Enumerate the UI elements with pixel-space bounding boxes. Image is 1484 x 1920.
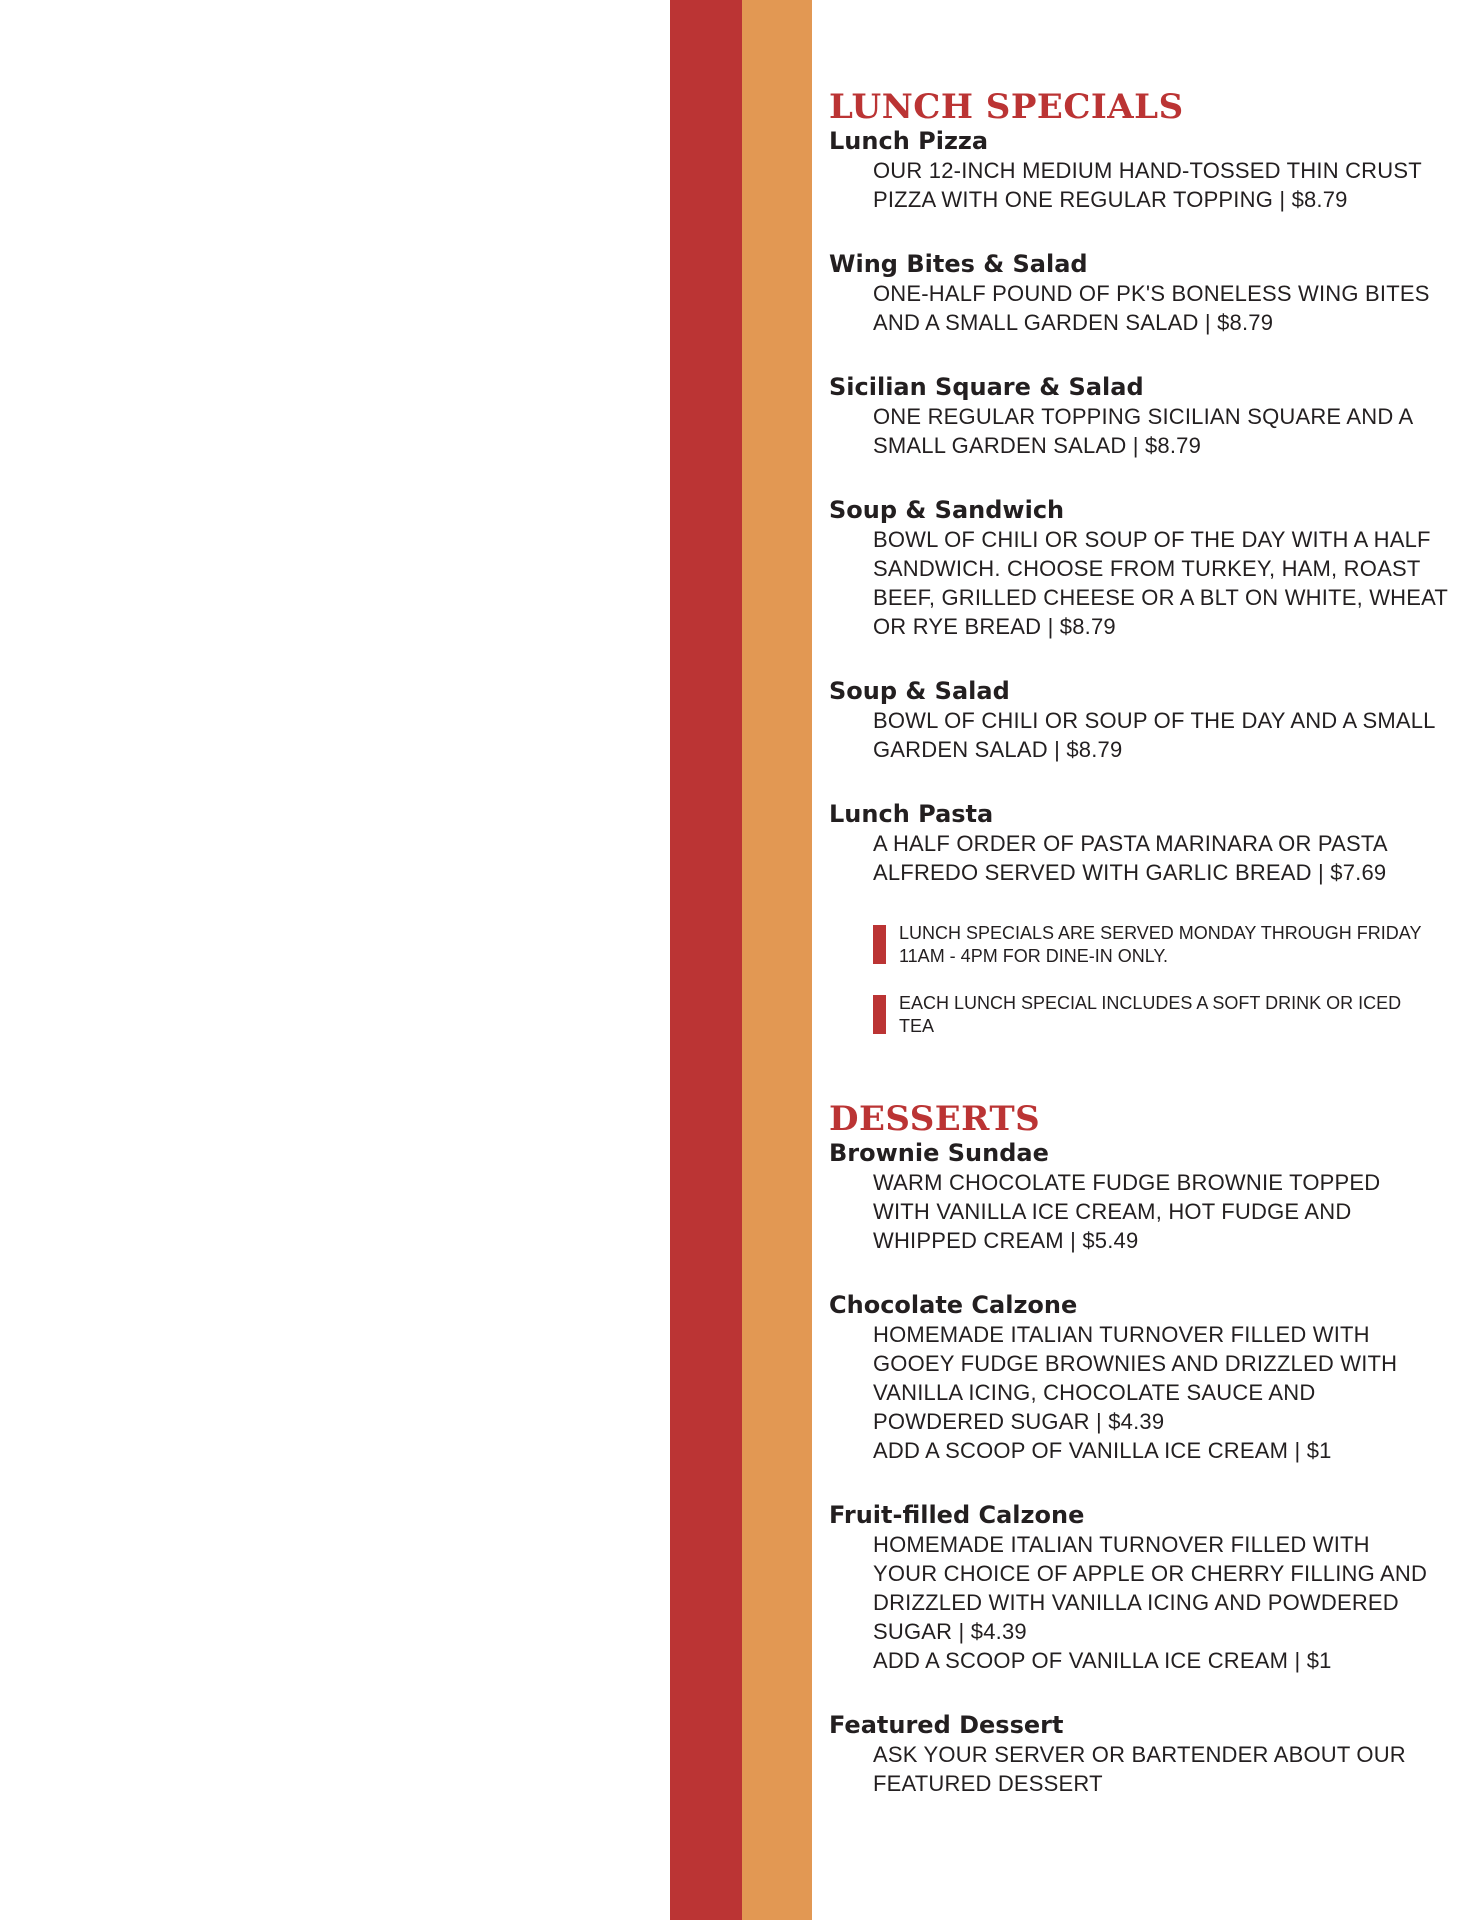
description-line: SUGAR | $4.39 bbox=[873, 1619, 1027, 1644]
description-line: ADD A SCOOP OF VANILLA ICE CREAM | $1 bbox=[873, 1438, 1332, 1463]
item-description bbox=[829, 1168, 1459, 1255]
description-line: ONE REGULAR TOPPING SICILIAN SQUARE AND A bbox=[873, 404, 1414, 429]
item-name: Soup & Sandwich bbox=[829, 496, 1065, 524]
lunch-note bbox=[873, 992, 1459, 1038]
description-line: ONE-HALF POUND OF PK'S BONELESS WING BITES bbox=[873, 281, 1430, 306]
item-description bbox=[829, 706, 1459, 764]
lunch-notes bbox=[829, 922, 1459, 1038]
menu-item-soup-sandwich bbox=[829, 495, 1459, 641]
item-name: Sicilian Square & Salad bbox=[829, 373, 1144, 401]
decorative-red-stripe bbox=[670, 0, 742, 1920]
menu-item-fruit-filled-calzone bbox=[829, 1500, 1459, 1675]
description-line: WHIPPED CREAM | $5.49 bbox=[873, 1228, 1139, 1253]
note-marker bbox=[873, 925, 886, 964]
item-description bbox=[829, 279, 1459, 337]
lunch-note bbox=[873, 922, 1459, 968]
item-description bbox=[829, 525, 1459, 641]
description-line: AND A SMALL GARDEN SALAD | $8.79 bbox=[873, 310, 1274, 335]
description-line: A HALF ORDER OF PASTA MARINARA OR PASTA bbox=[873, 831, 1388, 856]
item-name: Featured Dessert bbox=[829, 1711, 1064, 1739]
desserts-heading: DESSERTS bbox=[829, 1099, 1041, 1139]
item-name: Brownie Sundae bbox=[829, 1139, 1049, 1167]
menu-item-featured-dessert bbox=[829, 1710, 1459, 1798]
description-line: GARDEN SALAD | $8.79 bbox=[873, 737, 1123, 762]
description-line: ADD A SCOOP OF VANILLA ICE CREAM | $1 bbox=[873, 1648, 1332, 1673]
description-line: WITH VANILLA ICE CREAM, HOT FUDGE AND bbox=[873, 1199, 1352, 1224]
note-text bbox=[899, 992, 1401, 1038]
description-line: WARM CHOCOLATE FUDGE BROWNIE TOPPED bbox=[873, 1170, 1381, 1195]
item-description bbox=[829, 1740, 1459, 1798]
menu-item-soup-salad bbox=[829, 676, 1459, 764]
menu-item-lunch-pasta bbox=[829, 799, 1459, 887]
description-line: FEATURED DESSERT bbox=[873, 1771, 1103, 1796]
item-name: Soup & Salad bbox=[829, 677, 1010, 705]
description-line: PIZZA WITH ONE REGULAR TOPPING | $8.79 bbox=[873, 187, 1348, 212]
description-line: POWDERED SUGAR | $4.39 bbox=[873, 1409, 1165, 1434]
item-name: Lunch Pizza bbox=[829, 127, 989, 155]
description-line: OUR 12-INCH MEDIUM HAND-TOSSED THIN CRUST bbox=[873, 158, 1422, 183]
description-line: VANILLA ICING, CHOCOLATE SAUCE AND bbox=[873, 1380, 1316, 1405]
description-line: GOOEY FUDGE BROWNIES AND DRIZZLED WITH bbox=[873, 1351, 1398, 1376]
menu-item-sicilian-square-salad bbox=[829, 372, 1459, 460]
note-text bbox=[899, 922, 1421, 968]
menu-item-chocolate-calzone bbox=[829, 1290, 1459, 1465]
description-line: BEEF, GRILLED CHEESE OR A BLT ON WHITE, WHEAT bbox=[873, 585, 1449, 610]
item-name: Chocolate Calzone bbox=[829, 1291, 1078, 1319]
item-description bbox=[829, 402, 1459, 460]
description-line: ASK YOUR SERVER OR BARTENDER ABOUT OUR bbox=[873, 1742, 1406, 1767]
description-line: BOWL OF CHILI OR SOUP OF THE DAY WITH A HALF bbox=[873, 527, 1431, 552]
note-line: TEA bbox=[899, 1016, 935, 1036]
menu-content bbox=[829, 88, 1459, 1833]
item-name: Fruit-filled Calzone bbox=[829, 1501, 1085, 1529]
note-line: EACH LUNCH SPECIAL INCLUDES A SOFT DRINK OR ICED bbox=[899, 993, 1402, 1013]
lunch-specials-heading: LUNCH SPECIALS bbox=[829, 87, 1184, 127]
item-name: Lunch Pasta bbox=[829, 800, 994, 828]
item-description bbox=[829, 156, 1459, 214]
item-description bbox=[829, 829, 1459, 887]
description-line: HOMEMADE ITALIAN TURNOVER FILLED WITH bbox=[873, 1322, 1370, 1347]
menu-item-wing-bites-salad bbox=[829, 249, 1459, 337]
item-description bbox=[829, 1530, 1459, 1675]
description-line: SMALL GARDEN SALAD | $8.79 bbox=[873, 433, 1202, 458]
item-name: Wing Bites & Salad bbox=[829, 250, 1088, 278]
note-line: LUNCH SPECIALS ARE SERVED MONDAY THROUGH FRIDAY bbox=[899, 923, 1422, 943]
description-line: YOUR CHOICE OF APPLE OR CHERRY FILLING AND bbox=[873, 1561, 1428, 1586]
description-line: BOWL OF CHILI OR SOUP OF THE DAY AND A SMALL bbox=[873, 708, 1436, 733]
description-line: OR RYE BREAD | $8.79 bbox=[873, 614, 1116, 639]
item-description bbox=[829, 1320, 1459, 1465]
description-line: SANDWICH. CHOOSE FROM TURKEY, HAM, ROAST bbox=[873, 556, 1421, 581]
description-line: ALFREDO SERVED WITH GARLIC BREAD | $7.69 bbox=[873, 860, 1387, 885]
note-line: 11AM - 4PM FOR DINE-IN ONLY. bbox=[899, 946, 1169, 966]
menu-item-lunch-pizza bbox=[829, 126, 1459, 214]
description-line: HOMEMADE ITALIAN TURNOVER FILLED WITH bbox=[873, 1532, 1370, 1557]
decorative-orange-stripe bbox=[742, 0, 812, 1920]
menu-item-brownie-sundae bbox=[829, 1138, 1459, 1255]
note-marker bbox=[873, 995, 886, 1034]
description-line: DRIZZLED WITH VANILLA ICING AND POWDERED bbox=[873, 1590, 1399, 1615]
